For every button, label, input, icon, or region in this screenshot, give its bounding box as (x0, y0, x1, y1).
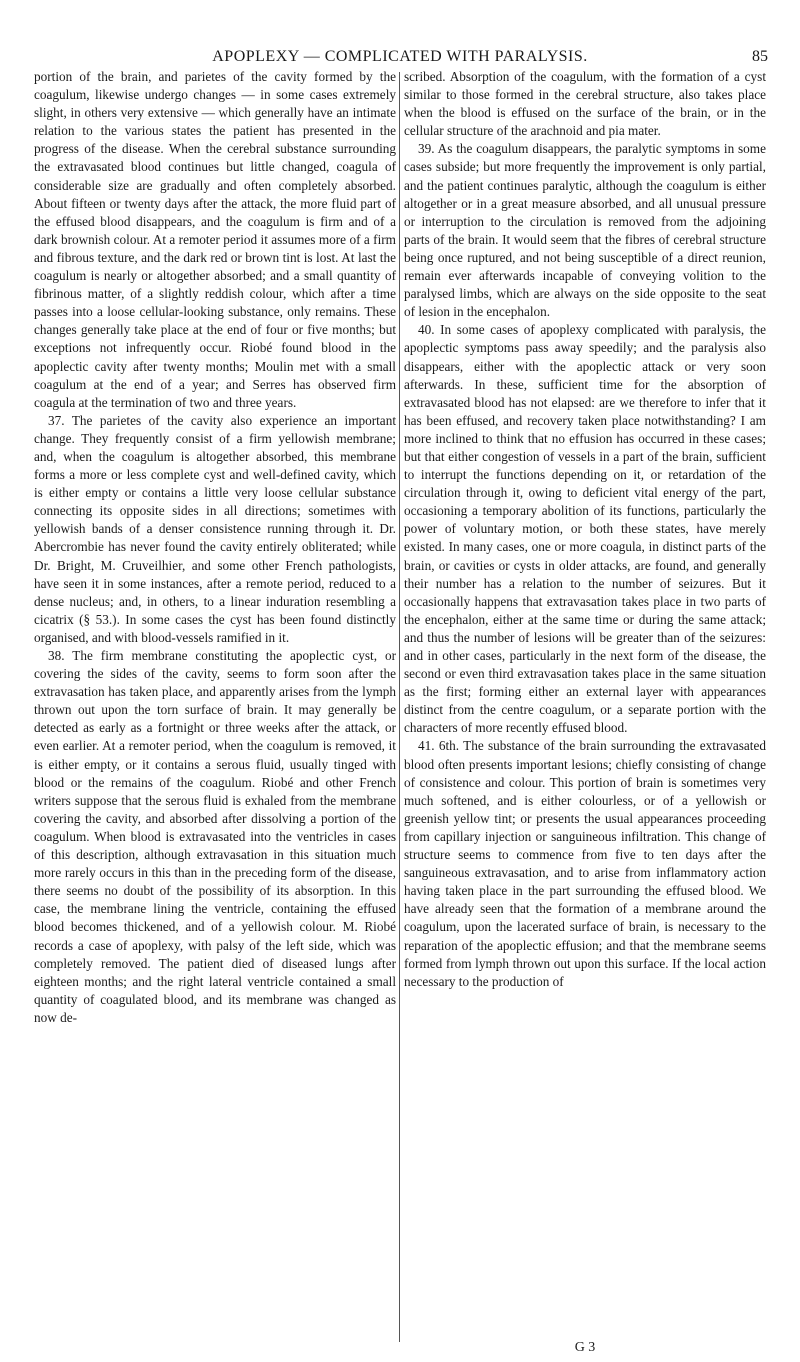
page-number: 85 (752, 48, 768, 65)
paragraph-39: 39. As the coagulum disappears, the paralytic symptoms in some cases subside; but more frequently the improvement is only partial, and the patient continues paralytic, although the coagulum is either altogether or in a great measure absorbed, and all unusual pressure or interruption to the circulation is removed from the adjoining parts of the brain. It would seem that the fibres of cerebral structure being once ruptured, and not being susceptible of a direct reunion, remain ever afterwards incapable of conveying volition to the paralysed limbs, which are always on the side opposite to the seat of lesion in the encephalon. (404, 141, 766, 320)
paragraph-continued-right: scribed. Absorption of the coagulum, with the formation of a cyst similar to those formed in the cerebral structure, also takes place when the blood is effused on the surface of the brain, or in the cellular structure of the arachnoid and pia mater. (404, 69, 766, 139)
paragraph-41: 41. 6th. The substance of the brain surrounding the extravasated blood often presents important lesions; chiefly consisting of change of consistence and colour. This portion of brain is sometimes very much softened, and is either colourless, or of a yellowish or greenish yellow tint; or presents the usual appearances proceeding from capillary injection or sanguineous infiltration. This change of structure seems to commence from five to ten days after the sanguineous extravasation, and to arise from inflammatory action having taken place in the part surrounding the effused blood. We have already seen that the formation of a membrane around the coagulum, upon the lacerated surface of brain, is necessary to the reparation of the apoplectic effusion; and that the membrane seems formed from lymph thrown out upon this surface. If the local action necessary to the production of (404, 738, 766, 989)
signature-mark: G 3 (574, 1340, 596, 1355)
paragraph-40: 40. In some cases of apoplexy complicated with paralysis, the apoplectic symptoms pass away speedily; and the paralysis also disappears, either with the apoplectic attack or very soon afterwards. In these, sufficient time for the absorption of extravasated blood has not elapsed: are we therefore to infer that it has been effused, and recovery taken place notwithstanding? I am more inclined to think that no effusion has occurred in these cases; but that either congestion of vessels in a part of the brain, sufficient to interrupt the functions depending on it, or retardation of the circulation through it, owing to deficient vital energy of the part, occasioning a temporary abolition of its functions, particularly the power of voluntary motion, or both these states, have merely existed. In many cases, one or more coagula, in distinct parts of the brain, or cavities or cysts in older attacks, are found, and generally their number has a relation to the number of seizures. But it occasionally happens that extravasation takes place in two parts of the encephalon, either at the same time or during the same attack; and thus the number of lesions will be greater than of the seizures: and in other cases, particularly in the next form of the disease, the second or even third extravasation takes place in the same situation as the first; forming either an external layer with appearances distinct from the centre coagulum, or a separate portion with the characters of more recently effused blood. (404, 322, 766, 736)
paragraph-37: 37. The parietes of the cavity also experience an important change. They frequently consist of a firm yellowish membrane; and, when the coagulum is altogether absorbed, this membrane forms a more or less complete cyst and well-defined cavity, which is either empty or contains a little very loose cellular substance connecting its opposite sides in all directions; sometimes with yellowish bands of a denser consistence running through it. Dr. Abercrombie has never found the cavity entirely obliterated; while Dr. Bright, M. Cruveilhier, and some other French pathologists, have seen it in some instances, after a remote period, reduced to a dense nucleus; and, in others, to a linear induration resembling a cicatrix (§ 53.). In some cases the cyst has been found distinctly organised, and with blood-vessels ramified in it. (34, 412, 396, 645)
right-column (404, 68, 766, 991)
running-head: APOPLEXY — COMPLICATED WITH PARALYSIS. (212, 48, 588, 65)
paragraph-38: 38. The firm membrane constituting the apoplectic cyst, or covering the sides of the cavity, seems to form soon after the extravasation has taken place, and apparently arises from the lymph thrown out upon the torn surface of brain. It may generally be detected as early as a fortnight or three weeks after the attack, or even earlier. At a remoter period, when the coagulum is removed, it is either empty, or it contains a serous fluid, usually tinged with blood or the remains of the coagulum. Riobé and other French writers suppose that the serous fluid is exhaled from the membrane covering the cavity, and absorbed after dissolving a portion of the coagulum. When blood is extravasated into the ventricles in cases of this description, although extravasation in this situation much more rarely occurs in this than in the preceding form of the disease, there seems no doubt of the possibility of its absorption. In this case, the membrane lining the ventricle, containing the effused blood becomes thickened, and of a yellowish colour. M. Riobé records a case of apoplexy, with palsy of the left side, which was completely removed. The patient died of diseased lungs after eighteen months; and the right lateral ventricle contained a small quantity of coagulated blood, and its membrane was changed as now de- (34, 648, 396, 1025)
left-column (34, 68, 396, 1027)
paragraph-continued: portion of the brain, and parietes of the cavity formed by the coagulum, likewise undergo changes — in some cases extremely slight, in others very extensive — which generally have an intimate relation to the various states the patient has presented in the progress of the disease. When the cerebral substance surrounding the extravasated blood continues but little changed, coagula of considerable size are gradually and often completely absorbed. About fifteen or twenty days after the attack, the more fluid part of the effused blood disappears, and the coagulum is firm and of a dark brownish colour. At a remoter period it assumes more of a firm and fibrous texture, and the dark red or brown tint is lost. At last the coagulum is nearly or altogether absorbed; and a small quantity of fibrinous matter, of a slightly reddish colour, which after a time passes into a loose cellular-looking substance, only remains. These changes generally take place at the end of four or five months; but exceptions not infrequently occur. Riobé found blood in the apoplectic cavity after twenty months; Moulin met with a small coagulum at the end of a year; and Serres has observed firm coagula at the termination of two and three years. (34, 69, 396, 410)
column-divider (399, 72, 400, 1342)
